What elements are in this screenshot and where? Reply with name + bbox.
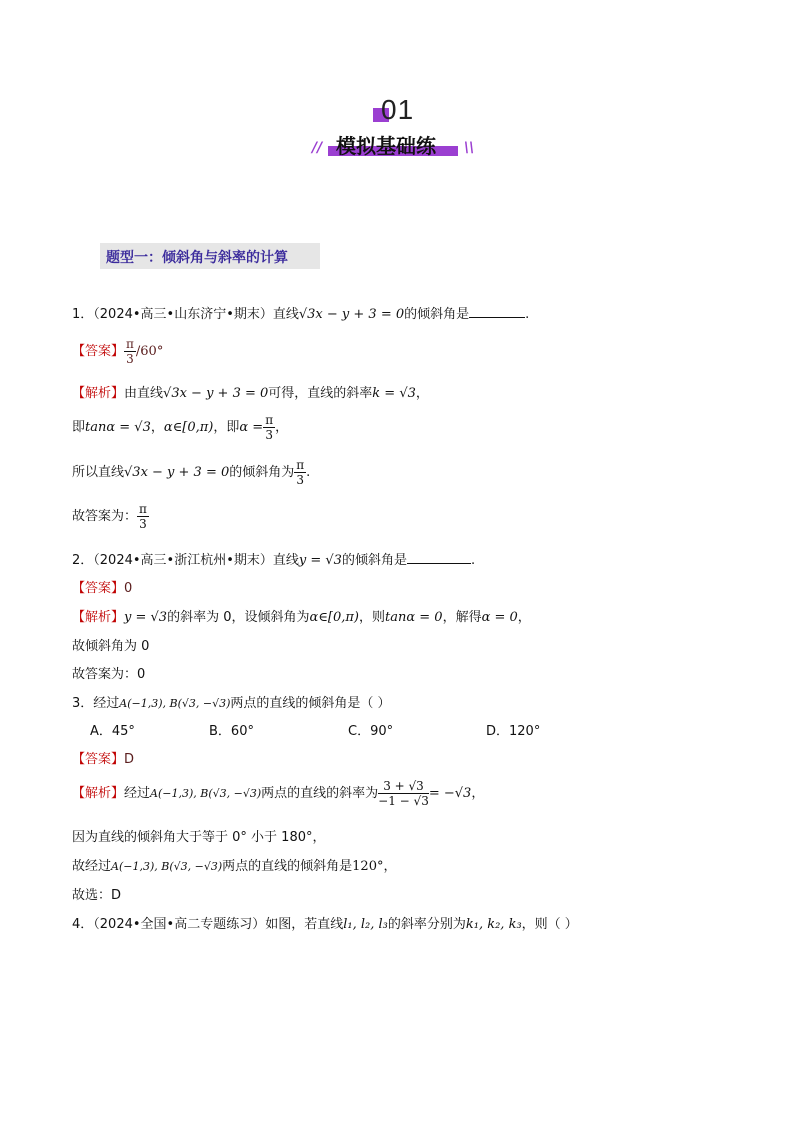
q2-answer-blank (407, 551, 471, 564)
q3-analysis-2: 因为直线的倾斜角大于等于 0° 小于 180°， (72, 830, 326, 845)
chapter-title-text: 模拟基础练 (336, 134, 436, 158)
q3-analysis-3: 故经过A(−1,3), B(√3, −√3)两点的直线的倾斜角是120°， (72, 859, 397, 874)
q1-analysis-2: 即tanα = √3，α∈[0,π)，即α = $\frac{\pi}{3}$ ， (72, 413, 289, 442)
q1-analysis-3: 所以直线√3x − y + 3 = 0的倾斜角为 $\frac{\pi}{3}$ . (72, 458, 311, 487)
q3-option-a: A．45° (90, 724, 135, 739)
q3-option-d: D．120° (486, 724, 541, 739)
q1-answer-blank (469, 305, 525, 318)
q3-option-c: C．90° (348, 724, 394, 739)
q2-analysis-2: 故倾斜角为 0 (72, 639, 150, 654)
decor-slash-left: // (312, 140, 323, 156)
q3-answer: 【答案】D (72, 752, 135, 767)
q3-option-b: B．60° (209, 724, 254, 739)
q1-stem: 1．（2024•高三•山东济宁•期末）直线√3x − y + 3 = 0的倾斜角是 . (72, 307, 530, 322)
q1-analysis-1: 【解析】由直线√3x − y + 3 = 0可得，直线的斜率k = √3， (72, 386, 429, 401)
q3-analysis-1: 【解析】经过A(−1,3), B(√3, −√3)两点的直线的斜率为 $\frac{3 + √3}{-1 - √3}$ = −√3， (72, 779, 485, 808)
q2-stem: 2．（2024•高三•浙江杭州•期末）直线y = √3的倾斜角是 . (72, 553, 476, 568)
section-label-text: 题型一：倾斜角与斜率的计算 (106, 250, 288, 266)
q4-stem: 4．（2024•全国•高二专题练习）如图，若直线l₁, l₂, l₃的斜率分别为k₁, k₂, k₃，则（ ） (72, 917, 578, 932)
q2-analysis-1: 【解析】y = √3的斜率为 0，设倾斜角为α∈[0,π)，则tanα = 0，解得α = 0， (72, 610, 531, 625)
q3-stem: 3．经过A(−1,3), B(√3, −√3)两点的直线的倾斜角是（ ） (72, 696, 391, 711)
q2-analysis-3: 故答案为：0 (72, 667, 146, 682)
q2-answer: 【答案】0 (72, 581, 133, 596)
q1-answer: 【答案】 $\frac{\pi}{3}$ /60° (72, 337, 164, 366)
chapter-number (373, 96, 417, 124)
section-label (100, 243, 320, 269)
chapter-title (326, 130, 460, 158)
decor-slash-right: \\ (464, 140, 475, 156)
chapter-number-text: 01 (381, 94, 415, 125)
q3-analysis-4: 故选：D (72, 888, 122, 903)
q1-analysis-4: 故答案为： $\frac{\pi}{3}$ (72, 502, 147, 531)
